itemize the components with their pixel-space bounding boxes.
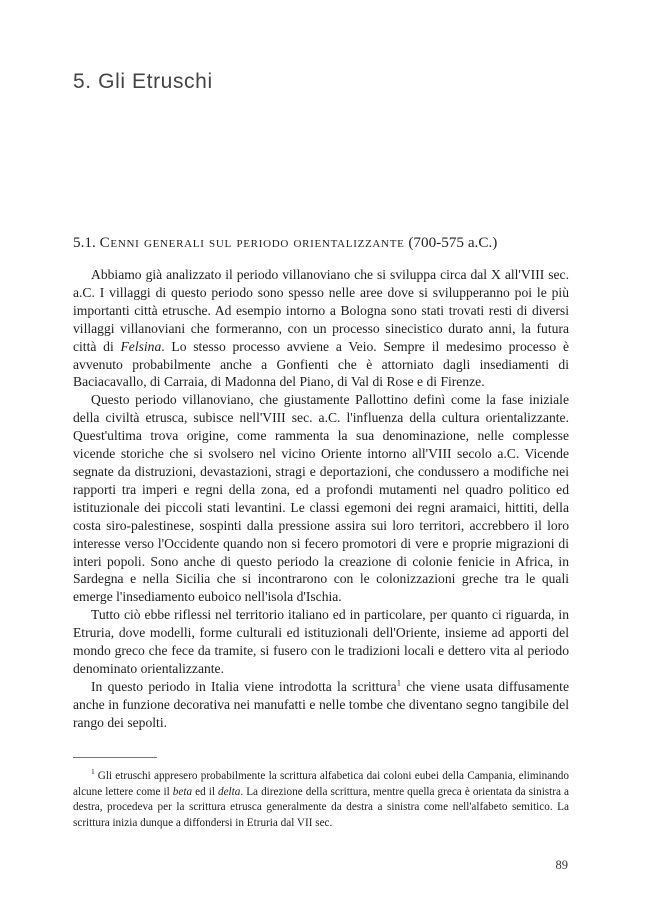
section-heading xyxy=(73,234,583,252)
paragraph-1-text-a: Abbiamo già analizzato il periodo villanoviano che si sviluppa circa dal X all'VIII sec. a.C. I villaggi di questo periodo sono spesso nelle aree dove si svilupperanno poi le più importanti città etrusche. Ad esempio intorno a Bologna sono stati trovati resti di diversi villaggi villanoviani che formeranno, con un processo sinecistico durato anni, la futura città di xyxy=(73,267,569,354)
footnote-number: 1 xyxy=(91,767,95,777)
paragraph-4 xyxy=(73,678,569,732)
section-title-text: Cenni generali sul periodo orientalizzante xyxy=(99,234,405,251)
footnote-text-c: . La direzione della scrittura, mentre quella greca è orientata da sinistra a destra, procedeva per la scrittura etrusca generalmente da destra a sinistra come nell'alfabeto semitico. La scrittura inizia dunque a diffondersi in Etruria dal VII sec. xyxy=(73,785,569,829)
body-text xyxy=(73,266,569,732)
paragraph-1-text-b: . Lo stesso processo avviene a Veio. Sempre il medesimo processo è avvenuto probabilmente anche a Gonfienti che è attorniato dagli insediamenti di Baciacavallo, di Carraia, di Madonna del Piano, di Val di Rose e di Firenze. xyxy=(73,338,569,390)
page-number: 89 xyxy=(555,858,568,872)
footnote-text-b: ed il xyxy=(192,785,218,798)
paragraph-3: Tutto ciò ebbe riflessi nel territorio italiano ed in particolare, per quanto ci riguarda, in Etruria, dove modelli, forme culturali ed istituzionali dell'Oriente, insieme ad apporti del mondo greco che fece da tramite, si fusero con le tradizioni locali e dettero vita al periodo denominato orientalizzante. xyxy=(73,607,569,676)
footnote-reference[interactable]: 1 xyxy=(396,677,401,688)
paragraph-4-text-a: In questo periodo in Italia viene introdotta la scrittura xyxy=(91,678,397,694)
paragraph-4-text-b: che viene usata diffusamente anche in funzione decorativa nei manufatti e nelle tombe che diventano segno tangibile del rango dei sepolti. xyxy=(73,678,569,730)
paragraph-2: Questo periodo villanoviano, che giustamente Pallottino definì come la fase iniziale della civiltà etrusca, subisce nell'VIII sec. a.C. l'influenza della cultura orientalizzante. Quest'ultima trova origine, come rammenta la sua denominazione, nelle complesse vicende storiche che si svolsero nel vicino Oriente intorno all'VIII secolo a.C. Vicende segnate da distruzioni, devastazioni, stragi e deportazioni, che condussero a modifiche nei rapporti tra imperi e regni della zona, ed a profondi mutamenti nel quadro politico ed istituzionale dei piccoli stati levantini. Le classi egemoni dei regni aramaici, hittiti, della costa siro-palestinese, sospinti dalla pressione assira sui loro territori, accrebbero il loro interesse verso l'Occidente quando non si fecero promotori di vere e proprie migrazioni di interi popoli. Sono anche di questo periodo la creazione di colonie fenicie in Africa, in Sardegna e nella Sicilia che si incontrarono con le colonizzazioni greche tra le quali emerge l'insediamento euboico nell'isola d'Ischia. xyxy=(73,392,569,605)
footnote-text-a: Gli etruschi appresero probabilmente la scrittura alfabetica dai coloni eubei della Campania, eliminando alcune lettere come il xyxy=(73,770,569,798)
footnote-divider xyxy=(73,757,157,758)
footnote-1 xyxy=(73,769,569,831)
paragraph-1 xyxy=(73,266,569,391)
section-number: 5.1. xyxy=(73,234,96,251)
footnote-delta-italic: delta xyxy=(218,785,241,798)
felsina-italic: Felsina xyxy=(120,338,162,354)
section-dates: (700-575 a.C.) xyxy=(408,234,498,251)
footnote-beta-italic: beta xyxy=(172,785,193,798)
chapter-title: 5. Gli Etruschi xyxy=(73,70,213,93)
